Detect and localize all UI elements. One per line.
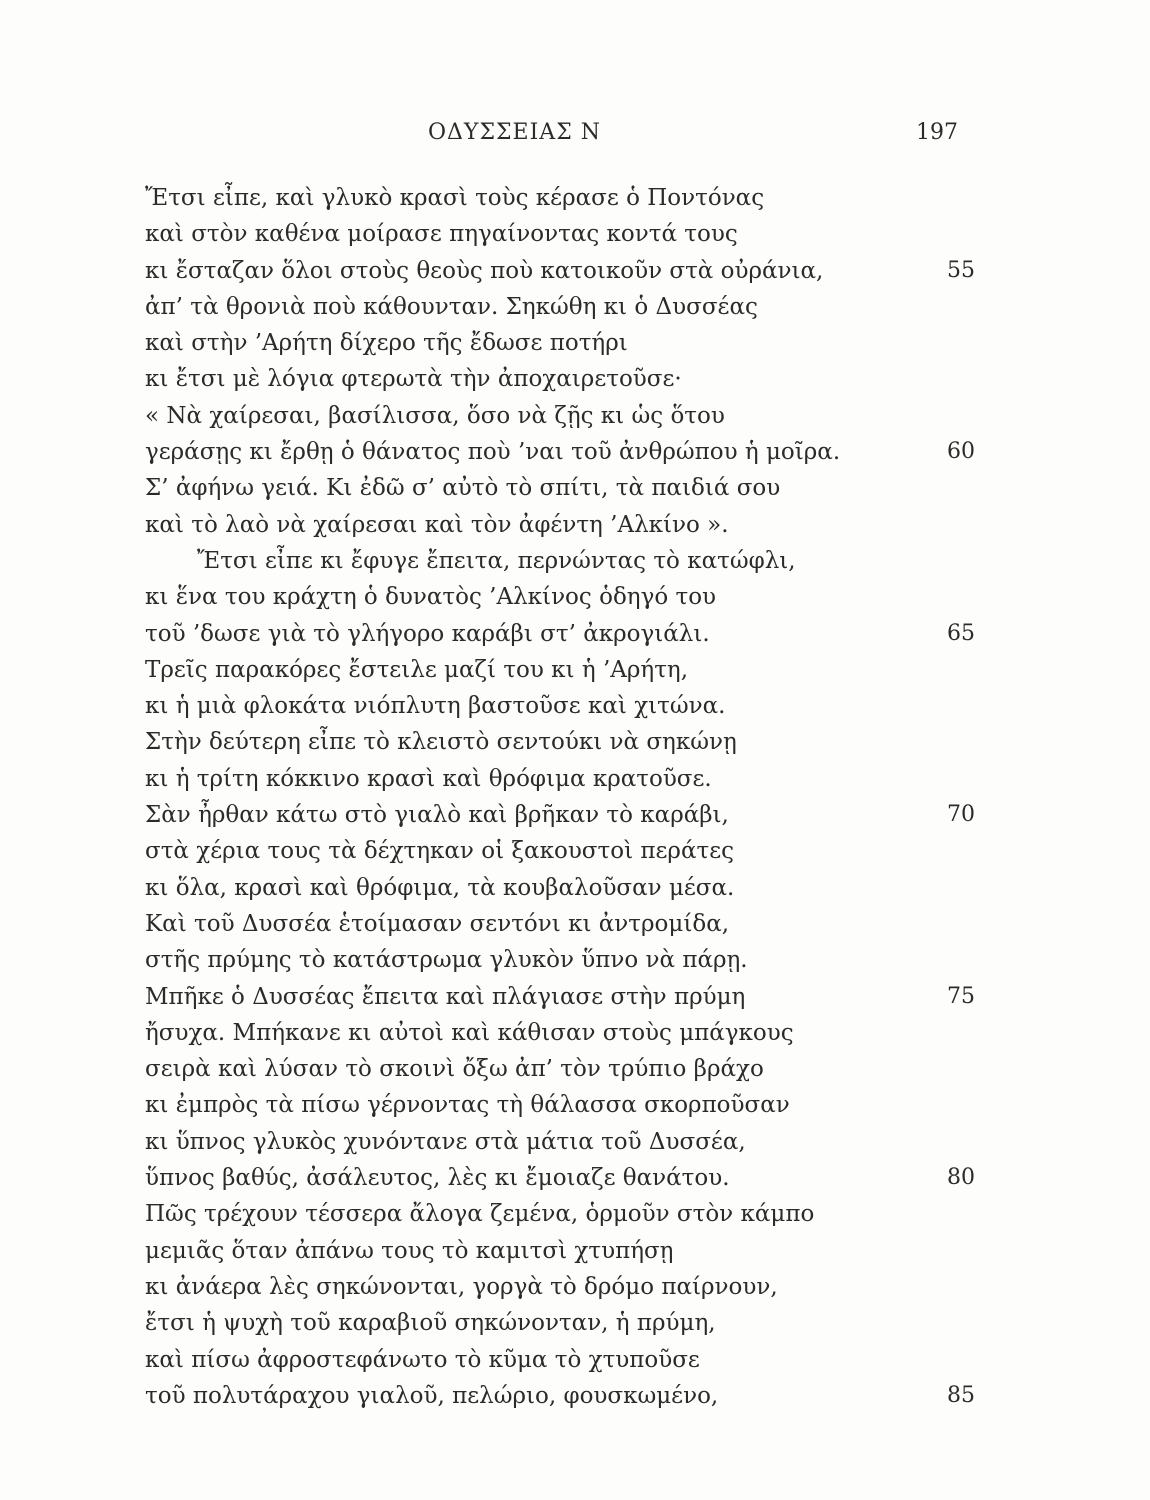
verse-line (145, 470, 975, 506)
verse-line (145, 543, 975, 579)
verse-line (145, 1051, 975, 1087)
verse-line (145, 979, 975, 1015)
verse-line-text: κι ἔτσι μὲ λόγια φτερωτὰ τὴν ἀποχαιρετοῦσε· (145, 366, 682, 393)
verse-line (145, 942, 975, 978)
verse-line (145, 398, 975, 434)
verse-line-text: καὶ στὸν καθένα μοίρασε πηγαίνοντας κοντά τους (145, 221, 738, 248)
verse-line (145, 180, 975, 216)
verse-line (145, 870, 975, 906)
verse-line (145, 1196, 975, 1232)
verse-line (145, 724, 975, 760)
verse-line (145, 1269, 975, 1305)
verse-line-text: Τρεῖς παρακόρες ἔστειλε μαζί του κι ἡ ’Αρήτη, (145, 656, 689, 683)
verse-line (145, 797, 975, 833)
page-number: 197 (916, 120, 958, 145)
verse-line (145, 616, 975, 652)
verse-line-text: « Νὰ χαίρεσαι, βασίλισσα, ὅσο νὰ ζῇς κι ὡς ὅτου (145, 402, 725, 429)
verse-line (145, 1342, 975, 1378)
verse-line-text: Ἔτσι εἶπε κι ἔφυγε ἔπειτα, περνώντας τὸ κατώφλι, (197, 547, 796, 574)
verse-line (145, 1378, 975, 1414)
verse-line (145, 688, 975, 724)
verse-line-text: ἤσυχα. Μπήκανε κι αὐτοὶ καὶ κάθισαν στοὺς μπάγκους (145, 1019, 794, 1046)
verse-line-text: στῆς πρύμης τὸ κατάστρωμα γλυκὸν ὕπνο νὰ πάρῃ. (145, 947, 748, 974)
verse-line-text: καὶ πίσω ἀφροστεφάνωτο τὸ κῦμα τὸ χτυποῦσε (145, 1346, 700, 1373)
verse-line-text: τοῦ ’δωσε γιὰ τὸ γλήγορο καράβι στ’ ἀκρογιάλι. (145, 620, 710, 647)
verse-line (145, 289, 975, 325)
line-number: 65 (947, 620, 975, 646)
verse-line (145, 216, 975, 252)
verse-line-text: κι ἡ μιὰ φλοκάτα νιόπλυτη βαστοῦσε καὶ χιτώνα. (145, 693, 726, 720)
verse-line (145, 507, 975, 543)
verse-line-text: κι ὅλα, κρασὶ καὶ θρόφιμα, τὰ κουβαλοῦσαν μέσα. (145, 874, 735, 901)
line-number: 55 (947, 257, 975, 283)
verse-line-text: Μπῆκε ὁ Δυσσέας ἔπειτα καὶ πλάγιασε στὴν πρύμη (145, 983, 746, 1010)
verse-line (145, 1015, 975, 1051)
verse-block (145, 180, 975, 1414)
page-header (0, 120, 1150, 150)
verse-line-text: σειρὰ καὶ λύσαν τὸ σκοινὶ ὄξω ἀπ’ τὸν τρύπιο βράχο (145, 1056, 764, 1083)
verse-line-text: Σ’ ἀφήνω γειά. Κι ἐδῶ σ’ αὐτὸ τὸ σπίτι, τὰ παιδιά σου (145, 475, 781, 502)
verse-line-text: τοῦ πολυτάραχου γιαλοῦ, πελώριο, φουσκωμένο, (145, 1382, 719, 1409)
verse-line-text: Ἔτσι εἶπε, καὶ γλυκὸ κρασὶ τοὺς κέρασε ὁ Ποντόνας (145, 185, 765, 211)
running-title: ΟΔΥΣΣΕΙΑΣ Ν (428, 120, 601, 145)
line-number: 85 (947, 1382, 975, 1408)
verse-line-text: κι ὕπνος γλυκὸς χυνόντανε στὰ μάτια τοῦ Δυσσέα, (145, 1128, 746, 1155)
verse-line (145, 1305, 975, 1341)
line-number: 80 (947, 1165, 975, 1191)
verse-line (145, 434, 975, 470)
verse-line-text: ἔτσι ἡ ψυχὴ τοῦ καραβιοῦ σηκώνονταν, ἡ πρύμη, (145, 1310, 716, 1337)
verse-line-text: κι ἕνα του κράχτη ὁ δυνατὸς ’Αλκίνος ὁδηγό του (145, 584, 717, 611)
line-number: 75 (947, 983, 975, 1009)
verse-line-text: γεράσῃς κι ἔρθῃ ὁ θάνατος ποὺ ’ναι τοῦ ἀνθρώπου ἡ μοῖρα. (145, 439, 841, 466)
line-number: 60 (947, 439, 975, 465)
verse-line (145, 253, 975, 289)
verse-line (145, 1160, 975, 1196)
verse-line-text: ὕπνος βαθύς, ἀσάλευτος, λὲς κι ἔμοιαζε θανάτου. (145, 1165, 730, 1192)
verse-line-text: ἀπ’ τὰ θρονιὰ ποὺ κάθουνταν. Σηκώθη κι ὁ Δυσσέας (145, 293, 758, 320)
line-number: 70 (947, 802, 975, 828)
verse-line-text: καὶ στὴν ’Αρήτη δίχερο τῆς ἔδωσε ποτήρι (145, 330, 628, 357)
verse-line-text: καὶ τὸ λαὸ νὰ χαίρεσαι καὶ τὸν ἀφέντη ’Αλκίνο ». (145, 511, 729, 538)
verse-line-text: κι ἡ τρίτη κόκκινο κρασὶ καὶ θρόφιμα κρατοῦσε. (145, 765, 712, 792)
verse-line-text: μεμιᾶς ὅταν ἀπάνω τους τὸ καμιτσὶ χτυπήσῃ (145, 1237, 674, 1264)
verse-line-text: κι ἔσταζαν ὅλοι στοὺς θεοὺς ποὺ κατοικοῦν στὰ οὐράνια, (145, 257, 824, 284)
verse-line (145, 652, 975, 688)
verse-line (145, 325, 975, 361)
verse-line-text: Στὴν δεύτερη εἶπε τὸ κλειστὸ σεντούκι νὰ σηκώνῃ (145, 729, 737, 756)
verse-line (145, 906, 975, 942)
verse-line-text: κι ἐμπρὸς τὰ πίσω γέρνοντας τὴ θάλασσα σκορποῦσαν (145, 1092, 790, 1119)
verse-line-text: Σὰν ἦρθαν κάτω στὸ γιαλὸ καὶ βρῆκαν τὸ καράβι, (145, 802, 729, 829)
verse-line-text: Πῶς τρέχουν τέσσερα ἄλογα ζεμένα, ὁρμοῦν στὸν κάμπο (145, 1201, 815, 1228)
verse-line (145, 579, 975, 615)
verse-line (145, 833, 975, 869)
verse-line (145, 761, 975, 797)
verse-line-text: Καὶ τοῦ Δυσσέα ἑτοίμασαν σεντόνι κι ἀντρομίδα, (145, 910, 730, 937)
verse-line (145, 361, 975, 397)
verse-line (145, 1087, 975, 1123)
verse-line-text: κι ἀνάερα λὲς σηκώνονται, γοργὰ τὸ δρόμο παίρνουν, (145, 1273, 778, 1300)
verse-line-text: στὰ χέρια τους τὰ δέχτηκαν οἱ ξακουστοὶ περάτες (145, 838, 735, 865)
verse-line (145, 1233, 975, 1269)
verse-line (145, 1124, 975, 1160)
